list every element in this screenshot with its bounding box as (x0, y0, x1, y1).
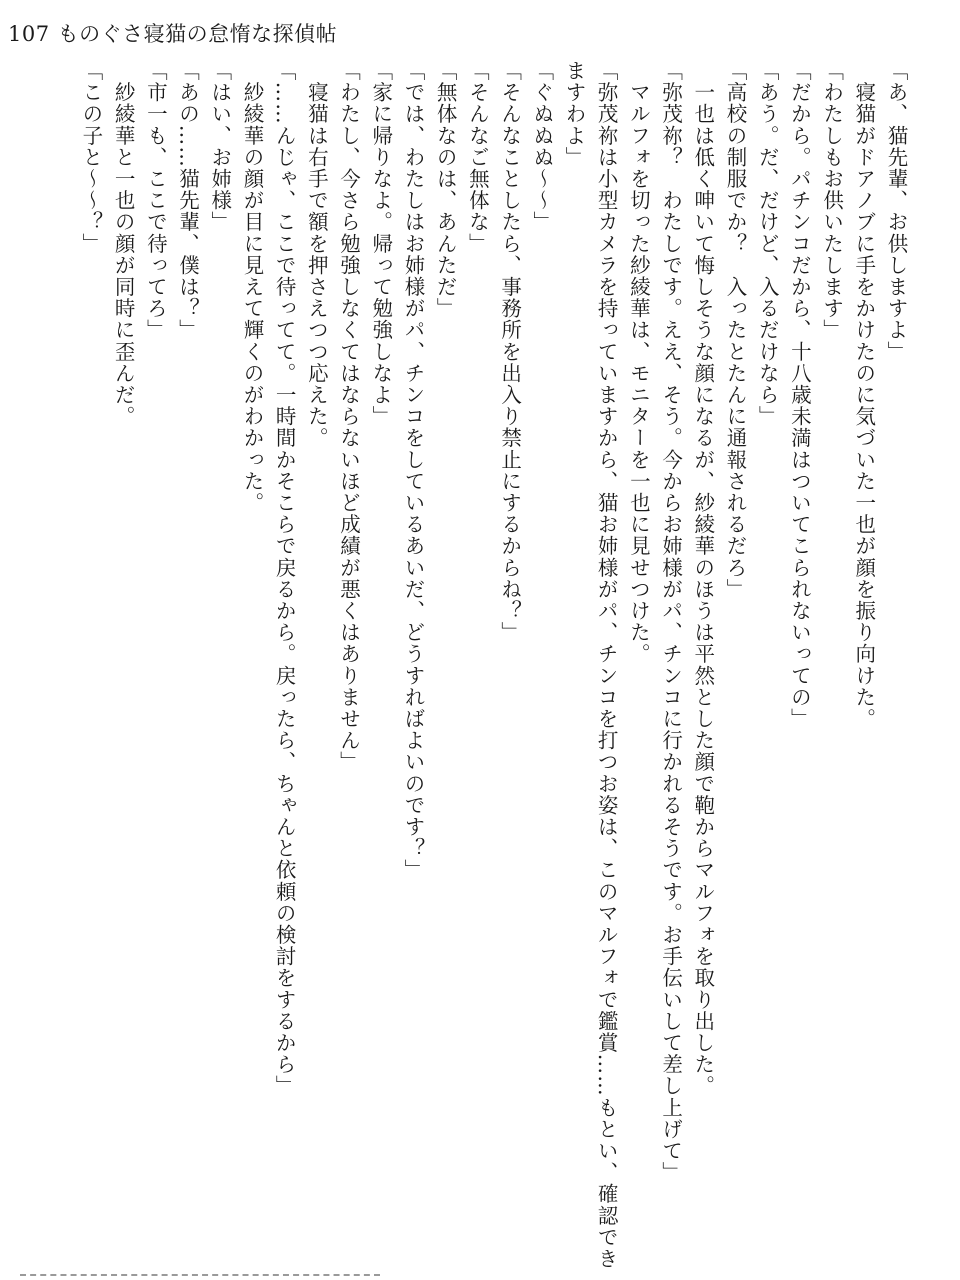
text-line: 「わたしもお供いたします」 (819, 60, 844, 341)
bottom-divider (20, 1274, 380, 1276)
text-line: 「はい、お姉様」 (207, 60, 232, 233)
text-line: 「弥茂祢？ わたしです。ええ、そう。今からお姉様がパ、チンコに行かれるそうです。お手伝いして差し上げて」 (658, 60, 683, 1184)
text-line: 「あの……猫先輩、僕は？」 (175, 60, 200, 341)
text-line: 「あう。だ、だけど、入るだけなら」 (755, 60, 780, 428)
text-line: 「家に帰りなよ。帰って勉強しなよ」 (368, 60, 393, 428)
text-line: 紗綾華と一也の顔が同時に歪んだ。 (111, 60, 136, 428)
text-line: 一也は低く呻いて悔しそうな顔になるが、紗綾華のほうは平然とした顔で鞄からマルフォを取り出した。 (690, 60, 715, 1097)
text-line: 「弥茂祢は小型カメラを持っていますから、猫お姉様がパ、チンコを打つお姿は、このマルフォで鑑賞……もとい、確認できますわよ」 (561, 60, 619, 1270)
text-line: 「この子と〜〜？」 (78, 60, 103, 255)
vertical-body-text (12, 60, 912, 1270)
text-line: 「あ、猫先輩、お供しますよ」 (884, 60, 908, 363)
text-line: 「では、わたしはお姉様がパ、チンコをしているあいだ、どうすればよいのです？」 (400, 60, 425, 881)
text-line: 「ぐぬぬぬ〜〜」 (529, 60, 554, 233)
running-header (8, 18, 337, 48)
text-line: 「無体なのは、あんただ」 (433, 60, 458, 320)
text-line: 寝猫は右手で額を押さえつつ応えた。 (304, 60, 329, 449)
text-line: 紗綾華の顔が目に見えて輝くのがわかった。 (239, 60, 264, 514)
text-line: 「市一も、ここで待ってろ」 (143, 60, 168, 341)
text-line: 「高校の制服でか？ 入ったとたんに通報されるだろ」 (722, 60, 747, 600)
text-line: 「そんなご無体な」 (465, 60, 490, 255)
text-line: 「だから。パチンコだから、十八歳未満はついてこられないっての」 (787, 60, 812, 730)
text-line: マルフォを切った紗綾華は、モニターを一也に見せつけた。 (626, 60, 651, 665)
text-line: 寝猫がドアノブに手をかけたのに気づいた一也が顔を振り向けた。 (851, 60, 876, 730)
text-line: 「わたし、今さら勉強しなくてはならないほど成績が悪くはありません」 (336, 60, 361, 773)
book-title: ものぐさ寝猫の怠惰な探偵帖 (57, 22, 338, 46)
text-line: 「そんなことしたら、事務所を出入り禁止にするからね？」 (497, 60, 522, 644)
page-number: 107 (8, 22, 50, 46)
text-line: 「……んじゃ、ここで待ってて。一時間かそこらで戻るから。戻ったら、ちゃんと依頼の検討をするから」 (272, 60, 297, 1097)
